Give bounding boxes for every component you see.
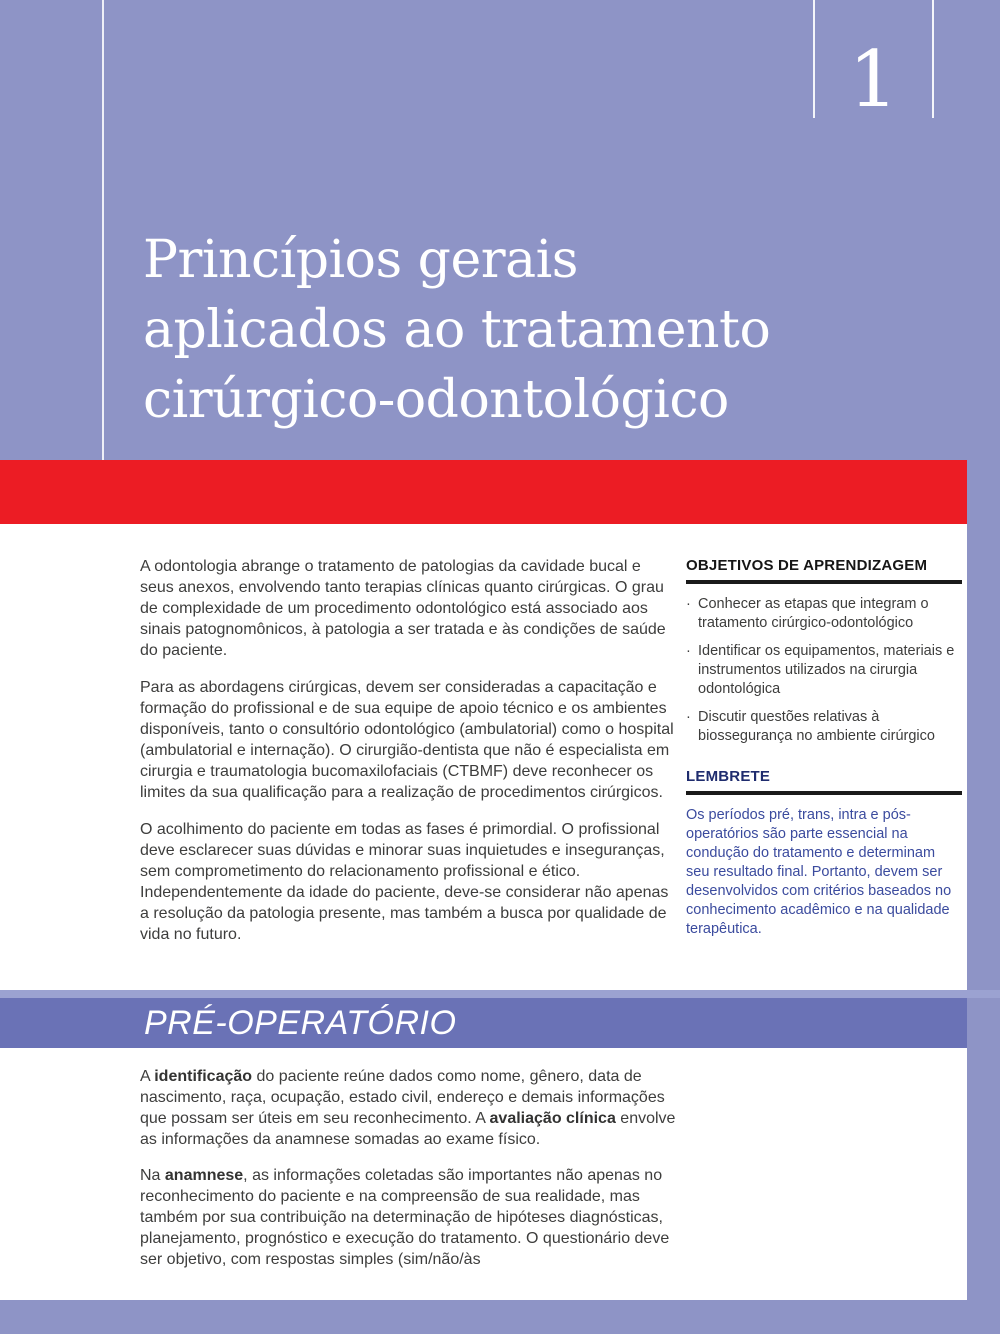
chapter-title-line-3: cirúrgico-odontológico [143, 370, 729, 430]
objective-item [686, 595, 962, 633]
intro-paragraph-3: O acolhimento do paciente em todas as fases é primordial. O profissional deve esclarecer suas dúvidas e minorar suas inquietudes e inseguranças, sem comprometimento do relacionamento profissional e ético. Independentemente da idade do paciente, deve-se considerar não apenas a resolução da patologia presente, mas também a busca por qualidade de vida no futuro. [140, 821, 669, 943]
intro-paragraph-2: Para as abordagens cirúrgicas, devem ser consideradas a capacitação e formação do profissional e de sua equipe de apoio técnico e os ambientes disponíveis, tanto o consultório odontológico (ambulatorial) como o hospital (ambulatorial e internação). O cirurgião-dentista que não é especialista em cirurgia e traumatologia bucomaxilofaciais (CTBMF) deve reconhecer os limites da sua qualificação para a realização de procedimentos cirúrgicos. [140, 679, 674, 801]
intro-column [140, 556, 676, 961]
reminder-rule [686, 791, 962, 795]
bullet-icon: · [686, 709, 691, 725]
reminder-heading: LEMBRETE [686, 768, 771, 785]
objective-text: Discutir questões relativas à biossegurança no ambiente cirúrgico [698, 709, 935, 744]
sidebar [686, 556, 962, 939]
chapter-title-line-1: Princípios gerais [143, 230, 578, 290]
intro-paragraph-1: A odontologia abrange o tratamento de patologias da cavidade bucal e seus anexos, envolvendo tanto terapias clínicas quanto cirúrgicas. O grau de complexidade de um procedimento odontológico está associado aos sinais patognomônicos, à patologia a ser tratada e às condições de saúde do paciente. [140, 558, 666, 659]
preop-heading: PRÉ-OPERATÓRIO [144, 1004, 457, 1042]
text-segment: , as informações coletadas são importantes não apenas no reconhecimento do paciente e na compreensão de sua realidade, mas também por sua contribuição na determinação de hipóteses diagnósticas, planejamento, prognóstico e execução do tratamento. O questionário deve ser objetivo, com respostas simples (sim/não/às [140, 1167, 670, 1268]
objective-item [686, 642, 962, 699]
header-vertical-rule [102, 0, 104, 460]
preop-paragraph-1 [140, 1066, 685, 1150]
chapter-header [0, 0, 1000, 460]
chapter-title [143, 225, 770, 435]
reminder-section [686, 767, 962, 939]
text-segment: Na [140, 1167, 165, 1184]
objectives-list [686, 595, 962, 746]
text-segment: envolve as informações da anamnese somadas ao exame físico. [140, 1110, 676, 1148]
text-segment-bold: identificação [154, 1068, 253, 1085]
objectives-heading: OBJETIVOS DE APRENDIZAGEM [686, 557, 928, 574]
red-accent-band [0, 460, 967, 524]
bullet-icon: · [686, 596, 691, 612]
preop-paragraph-2 [140, 1165, 685, 1270]
objectives-rule [686, 580, 962, 584]
chapter-number: 1 [848, 35, 899, 125]
objective-item [686, 708, 962, 746]
text-segment: A [140, 1068, 155, 1085]
chapter-number-rule-right [932, 0, 934, 118]
objective-text: Conhecer as etapas que integram o tratamento cirúrgico-odontológico [698, 596, 929, 631]
learning-objectives-section [686, 556, 962, 746]
footer-band [0, 1300, 1000, 1334]
preop-top-strip [0, 990, 1000, 998]
bullet-icon: · [686, 643, 691, 659]
reminder-text: Os períodos pré, trans, intra e pós-operatórios são parte essencial na condução do tratamento e determinam seu resultado final. Portanto, devem ser desenvolvidos com critérios baseados no conhecimento acadêmico e na qualidade terapêutica. [686, 807, 952, 937]
preop-section-band [0, 998, 967, 1048]
objective-text: Identificar os equipamentos, materiais e instrumentos utilizados na cirurgia odontológica [698, 643, 955, 697]
text-segment: do paciente reúne dados como nome, gênero, data de nascimento, raça, ocupação, estado civil, endereço e demais informações que possam ser úteis em seu reconhecimento. A [140, 1068, 665, 1127]
chapter-title-line-2: aplicados ao tratamento [143, 300, 771, 360]
text-segment-bold: avaliação clínica [489, 1110, 616, 1127]
text-segment-bold: anamnese [164, 1167, 244, 1184]
preop-column [140, 1066, 685, 1285]
